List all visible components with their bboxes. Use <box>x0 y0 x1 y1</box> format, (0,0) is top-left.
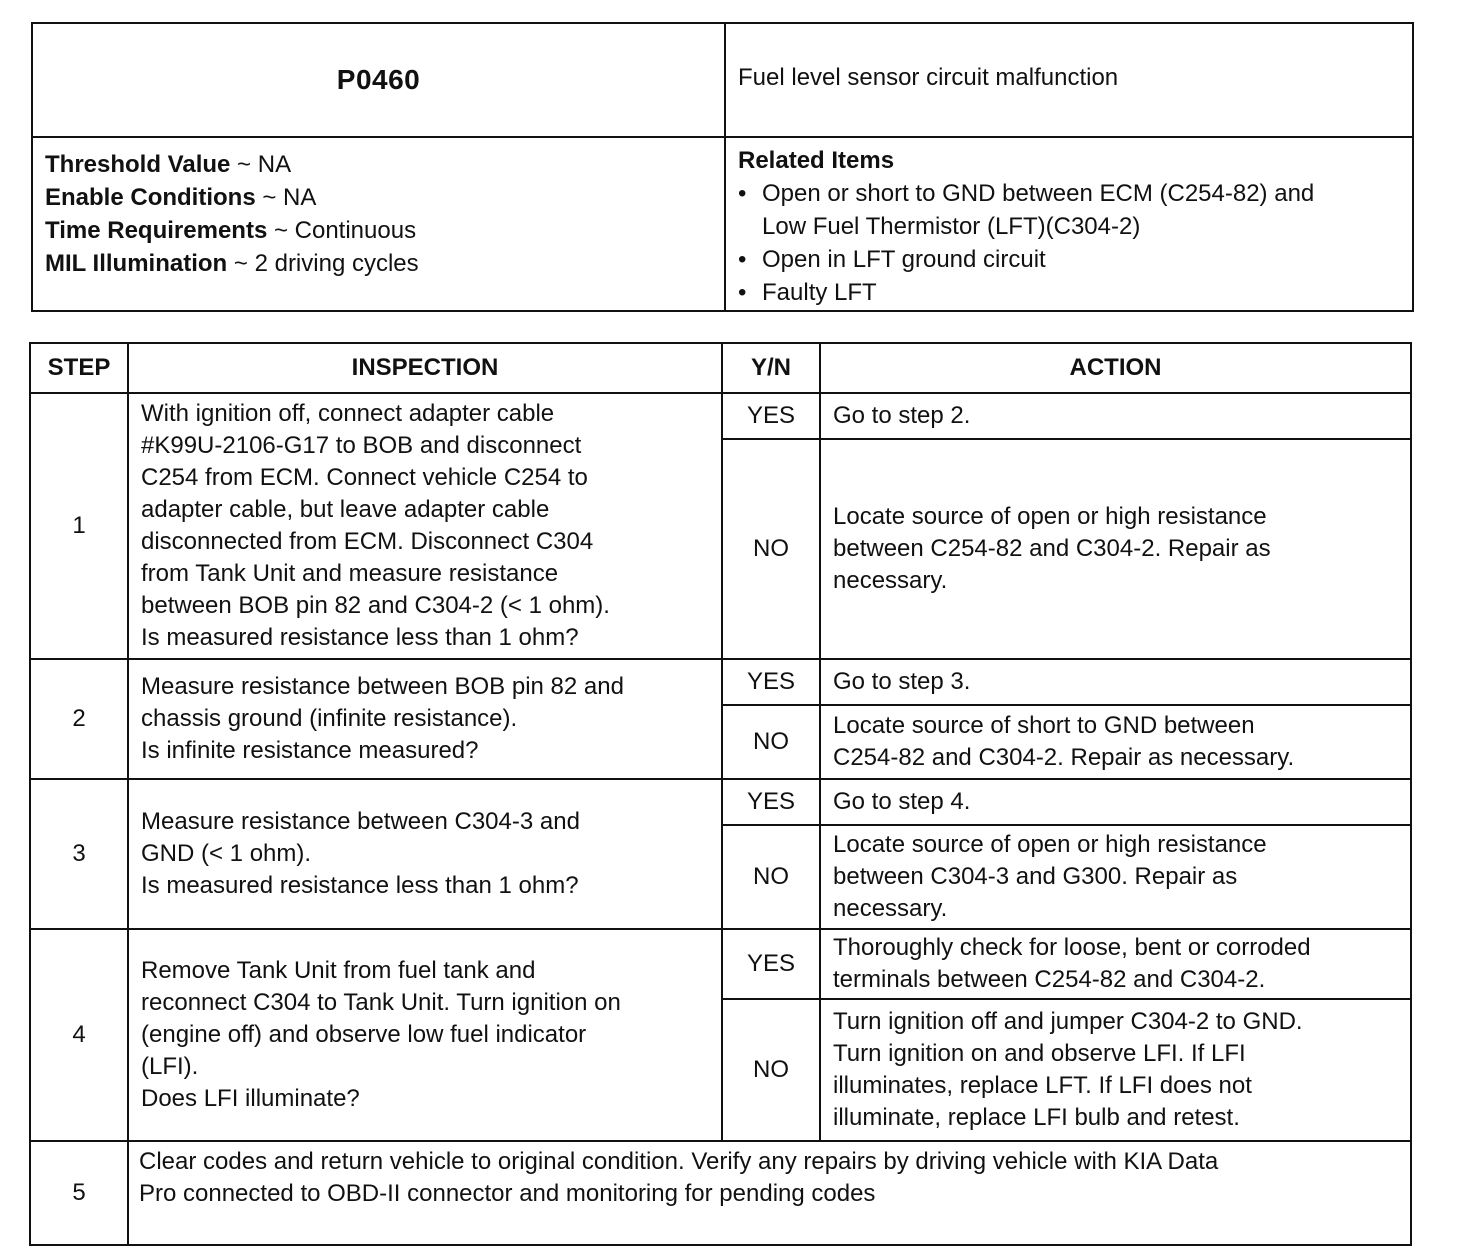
final-step-text <box>128 1141 1411 1245</box>
step-number: 2 <box>30 659 128 779</box>
inspection-line: With ignition off, connect adapter cable <box>141 400 555 427</box>
condition-value: Continuous <box>294 217 417 244</box>
action-line: between C304-3 and G300. Repair as <box>833 863 1238 890</box>
related-item-line: Open or short to GND between ECM (C254-82) and <box>762 180 1315 207</box>
no-label: NO <box>722 825 820 929</box>
no-action <box>820 705 1411 779</box>
column-header-inspection: INSPECTION <box>128 343 722 393</box>
action-line: C254-82 and C304-2. Repair as necessary. <box>833 744 1295 771</box>
related-items-title: Related Items <box>738 147 895 174</box>
bullet-icon: • <box>738 246 747 273</box>
action-line: necessary. <box>833 895 948 922</box>
inspection-line: Is infinite resistance measured? <box>141 737 479 764</box>
related-item-line: Open in LFT ground circuit <box>762 246 1046 273</box>
action-line: Go to step 4. <box>833 788 971 815</box>
related-items-cell <box>725 137 1413 311</box>
no-action <box>820 999 1411 1141</box>
yes-label: YES <box>722 393 820 439</box>
condition-value: 2 driving cycles <box>254 250 419 277</box>
related-items-list <box>738 177 1400 309</box>
inspection-line: Remove Tank Unit from fuel tank and <box>141 957 536 984</box>
related-item-line: Faulty LFT <box>762 279 877 306</box>
table-row <box>30 393 1411 439</box>
action-line: necessary. <box>833 567 948 594</box>
condition-separator: ~ <box>267 217 295 244</box>
action-line: illuminates, replace LFT. If LFI does not <box>833 1072 1252 1099</box>
dtc-header-table <box>31 22 1414 312</box>
no-action <box>820 439 1411 659</box>
action-line: Locate source of open or high resistance <box>833 503 1267 530</box>
inspection-line: between BOB pin 82 and C304-2 (< 1 ohm). <box>141 592 610 619</box>
action-line: Thoroughly check for loose, bent or corroded <box>833 934 1311 961</box>
no-label: NO <box>722 439 820 659</box>
final-step-line: Clear codes and return vehicle to original condition. Verify any repairs by driving vehicle with KIA Data <box>139 1148 1219 1175</box>
yes-label: YES <box>722 779 820 825</box>
inspection-line: Measure resistance between C304-3 and <box>141 808 580 835</box>
condition-separator: ~ <box>230 151 258 178</box>
inspection-line: Is measured resistance less than 1 ohm? <box>141 872 579 899</box>
no-label: NO <box>722 999 820 1141</box>
yes-action <box>820 659 1411 705</box>
condition-mil <box>45 247 712 280</box>
related-item <box>738 177 1400 243</box>
inspection-line: reconnect C304 to Tank Unit. Turn ignition on <box>141 989 621 1016</box>
column-header-action: ACTION <box>820 343 1411 393</box>
action-line: Locate source of short to GND between <box>833 712 1255 739</box>
inspection-line: Does LFI illuminate? <box>141 1085 360 1112</box>
condition-label: Threshold Value <box>45 151 231 178</box>
dtc-header-row <box>32 23 1413 137</box>
action-line: Go to step 3. <box>833 668 971 695</box>
step-number: 3 <box>30 779 128 929</box>
final-step-line: Pro connected to OBD-II connector and monitoring for pending codes <box>139 1180 876 1207</box>
yes-action <box>820 779 1411 825</box>
bullet-icon: • <box>738 279 747 306</box>
step-number: 4 <box>30 929 128 1141</box>
condition-separator: ~ <box>227 250 255 277</box>
bullet-icon: • <box>738 180 747 207</box>
action-line: Turn ignition on and observe LFI. If LFI <box>833 1040 1246 1067</box>
inspection-table <box>29 342 1412 1246</box>
table-row <box>30 929 1411 999</box>
step-inspection <box>128 393 722 659</box>
condition-label: Time Requirements <box>45 217 268 244</box>
conditions-cell <box>32 137 725 311</box>
yes-label: YES <box>722 929 820 999</box>
action-line: terminals between C254-82 and C304-2. <box>833 966 1266 993</box>
related-item <box>738 276 1400 309</box>
condition-value: NA <box>257 151 292 178</box>
inspection-line: C254 from ECM. Connect vehicle C254 to <box>141 464 588 491</box>
step-inspection <box>128 779 722 929</box>
action-line: Locate source of open or high resistance <box>833 831 1267 858</box>
table-header-row <box>30 343 1411 393</box>
condition-enable <box>45 181 712 214</box>
step-number: 5 <box>30 1141 128 1245</box>
inspection-line: (LFI). <box>141 1053 199 1080</box>
action-line: illuminate, replace LFI bulb and retest. <box>833 1104 1240 1131</box>
inspection-line: chassis ground (infinite resistance). <box>141 705 518 732</box>
inspection-line: #K99U-2106-G17 to BOB and disconnect <box>141 432 582 459</box>
yes-action <box>820 929 1411 999</box>
inspection-line: disconnected from ECM. Disconnect C304 <box>141 528 594 555</box>
condition-time <box>45 214 712 247</box>
yes-action <box>820 393 1411 439</box>
table-row <box>30 779 1411 825</box>
inspection-line: GND (< 1 ohm). <box>141 840 312 867</box>
column-header-yn: Y/N <box>722 343 820 393</box>
inspection-line: (engine off) and observe low fuel indicator <box>141 1021 587 1048</box>
column-header-step: STEP <box>30 343 128 393</box>
action-line: Turn ignition off and jumper C304-2 to GND. <box>833 1008 1303 1035</box>
related-item <box>738 243 1400 276</box>
action-line: Go to step 2. <box>833 402 971 429</box>
condition-threshold <box>45 148 712 181</box>
table-row <box>30 659 1411 705</box>
related-item-line: Low Fuel Thermistor (LFT)(C304-2) <box>762 213 1141 240</box>
no-label: NO <box>722 705 820 779</box>
dtc-code: P0460 <box>32 23 725 137</box>
condition-label: MIL Illumination <box>45 250 228 277</box>
step-inspection <box>128 929 722 1141</box>
table-row <box>30 1141 1411 1245</box>
step-inspection <box>128 659 722 779</box>
condition-label: Enable Conditions <box>45 184 256 211</box>
action-line: between C254-82 and C304-2. Repair as <box>833 535 1271 562</box>
inspection-line: from Tank Unit and measure resistance <box>141 560 559 587</box>
condition-value: NA <box>283 184 317 211</box>
step-number: 1 <box>30 393 128 659</box>
inspection-line: Measure resistance between BOB pin 82 and <box>141 673 624 700</box>
inspection-line: Is measured resistance less than 1 ohm? <box>141 624 579 651</box>
yes-label: YES <box>722 659 820 705</box>
condition-separator: ~ <box>255 184 284 211</box>
dtc-details-row <box>32 137 1413 311</box>
dtc-description: Fuel level sensor circuit malfunction <box>725 23 1413 137</box>
inspection-line: adapter cable, but leave adapter cable <box>141 496 550 523</box>
no-action <box>820 825 1411 929</box>
